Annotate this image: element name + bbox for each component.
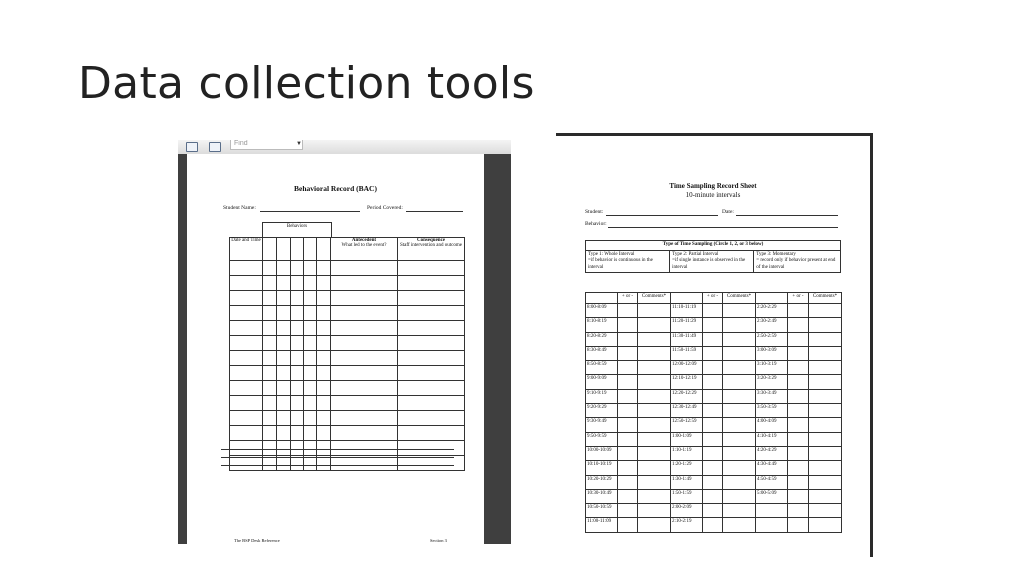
plus-minus-cell[interactable] [618,375,638,389]
notes-line [221,457,454,458]
plus-minus-cell[interactable] [703,318,723,332]
plus-minus-cell[interactable] [788,318,809,332]
interval-time: 3:00-3:09 [756,346,788,360]
interval-time: 8:50-8:59 [586,361,618,375]
interval-time: 4:30-4:49 [756,461,788,475]
table-row [586,432,842,446]
interval-time: 2:00-2:09 [671,504,703,518]
student-line [606,215,718,216]
time-sampling-document-image [556,133,873,557]
comment-cell[interactable] [638,332,671,346]
table-row [230,336,465,351]
plus-minus-cell[interactable] [788,404,809,418]
comment-cell[interactable] [638,418,671,432]
interval-time: 10:00-10:09 [586,446,618,460]
type2-cell[interactable]: Type 2: Partial Interval =if single instance is observed in the interval [670,250,754,273]
comment-cell[interactable] [809,375,842,389]
comment-cell[interactable] [809,475,842,489]
table-row [230,261,465,276]
plus-minus-cell[interactable] [618,361,638,375]
table-row [230,396,465,411]
plus-minus-cell[interactable] [703,389,723,403]
ts-subtitle: 10-minute intervals [685,191,741,199]
comment-cell[interactable] [809,418,842,432]
chevron-down-icon[interactable]: ▼ [296,141,302,147]
bac-footer-right: Section 3 [430,538,447,543]
table-row [586,318,842,332]
plus-minus-cell[interactable] [788,432,809,446]
notes-line [221,465,454,466]
table-row [586,461,842,475]
comment-cell[interactable] [638,346,671,360]
interval-time: 12:30-12:49 [671,404,703,418]
table-row [230,276,465,291]
comment-cell[interactable] [809,489,842,503]
interval-header-row [586,293,842,304]
interval-time: 2:30-2:49 [756,318,788,332]
interval-time: 2:10-2:19 [671,518,703,532]
interval-time: 4:10-4:19 [756,432,788,446]
table-row [230,381,465,396]
document-frame-right [870,133,873,557]
interval-time: 2:50-2:59 [756,332,788,346]
type3-cell[interactable]: Type 3: Momentary = record only if behavior present at end of the interval [754,250,841,273]
table-row [230,351,465,366]
date-line [736,215,838,216]
plus-minus-header: + or - [618,293,638,304]
comment-cell[interactable] [809,304,842,318]
interval-time: 11:00-11:09 [586,518,618,532]
plus-minus-cell[interactable] [703,504,723,518]
table-row [586,446,842,460]
plus-minus-cell[interactable] [703,475,723,489]
date-time-header: Date and Time [230,238,263,261]
interval-time: 9:20-9:29 [586,404,618,418]
plus-minus-cell[interactable] [618,432,638,446]
table-row [586,475,842,489]
table-row [586,518,842,532]
table-row [586,489,842,503]
viewer-toolbar [178,140,511,155]
table-row [586,504,842,518]
bac-title: Behavioral Record (BAC) [294,184,377,193]
comment-cell[interactable] [638,518,671,532]
comment-cell[interactable] [723,446,756,460]
interval-time: 10:30-10:49 [586,489,618,503]
table-row [230,426,465,441]
table-row [230,366,465,381]
interval-time: 12:50-12:59 [671,418,703,432]
interval-time: 10:10-10:19 [586,461,618,475]
student-name-label: Student Name: [223,205,256,211]
table-row [230,291,465,306]
interval-time: 2:20-2:29 [756,304,788,318]
student-name-line [260,211,360,212]
document-frame-top [556,133,873,136]
interval-time: 8:00-8:09 [586,304,618,318]
time-column-header [756,293,788,304]
table-row [586,332,842,346]
plus-minus-cell[interactable] [788,504,809,518]
plus-minus-cell[interactable] [703,404,723,418]
comment-cell[interactable] [809,518,842,532]
behavior-label: Behavior: [585,221,607,227]
comments-header: Comments* [638,293,671,304]
plus-minus-cell[interactable] [788,461,809,475]
plus-minus-cell[interactable] [788,418,809,432]
antecedent-header: Antecedent What led to the event? [331,238,398,261]
time-column-header [671,293,703,304]
period-covered-line [406,211,463,212]
plus-minus-cell[interactable] [788,389,809,403]
plus-minus-cell[interactable] [788,375,809,389]
plus-minus-cell[interactable] [703,446,723,460]
page-view-icon[interactable] [209,142,221,152]
sampling-type-table [585,240,841,273]
plus-minus-cell[interactable] [788,475,809,489]
find-input[interactable]: Find [230,140,303,150]
consequence-header: Consequence Staff intervention and outcome [398,238,465,261]
interval-time: 1:00-1:09 [671,432,703,446]
bac-page [187,154,484,544]
interval-time: 11:10-11:19 [671,304,703,318]
interval-time: 11:30-11:49 [671,332,703,346]
plus-minus-cell[interactable] [618,489,638,503]
comment-cell[interactable] [723,475,756,489]
interval-time: 1:20-1:29 [671,461,703,475]
interval-time: 12:00-12:09 [671,361,703,375]
plus-minus-header: + or - [703,293,723,304]
type1-cell[interactable]: Type 1: Whole Interval =if behavior is continuous in the interval [586,250,670,273]
table-row [586,304,842,318]
plus-minus-cell[interactable] [618,404,638,418]
plus-minus-cell[interactable] [788,332,809,346]
plus-minus-cell[interactable] [788,489,809,503]
plus-minus-cell[interactable] [618,461,638,475]
fit-width-icon[interactable] [186,142,198,152]
table-row [230,321,465,336]
comment-cell[interactable] [809,346,842,360]
comment-cell[interactable] [723,346,756,360]
comment-cell[interactable] [809,389,842,403]
comment-cell[interactable] [723,518,756,532]
comment-cell[interactable] [638,432,671,446]
plus-minus-cell[interactable] [703,361,723,375]
viewer-left-margin [178,154,187,544]
comment-cell[interactable] [723,375,756,389]
behavior-line [608,227,838,228]
table-row [586,346,842,360]
plus-minus-cell[interactable] [703,346,723,360]
time-column-header [586,293,618,304]
plus-minus-cell[interactable] [788,304,809,318]
interval-time: 3:50-3:59 [756,404,788,418]
plus-minus-cell[interactable] [703,375,723,389]
interval-time: 4:20-4:29 [756,446,788,460]
comment-cell[interactable] [723,504,756,518]
comments-header: Comments* [723,293,756,304]
comment-cell[interactable] [638,461,671,475]
plus-minus-cell[interactable] [703,461,723,475]
comment-cell[interactable] [809,446,842,460]
slide-title: Data collection tools [78,58,535,109]
interval-time: 11:20-11:29 [671,318,703,332]
plus-minus-cell[interactable] [618,346,638,360]
interval-time: 12:10-12:19 [671,375,703,389]
interval-time: 1:30-1:49 [671,475,703,489]
interval-time: 3:20-3:29 [756,375,788,389]
interval-time: 4:50-4:59 [756,475,788,489]
table-row [586,375,842,389]
interval-time: 1:50-1:59 [671,489,703,503]
plus-minus-cell[interactable] [788,518,809,532]
plus-minus-cell[interactable] [618,418,638,432]
comment-cell[interactable] [723,318,756,332]
table-row [586,361,842,375]
plus-minus-cell[interactable] [788,446,809,460]
interval-time: 10:50-10:59 [586,504,618,518]
comment-cell[interactable] [638,375,671,389]
interval-time: 9:50-9:59 [586,432,618,446]
viewer-scroll-area[interactable] [484,154,511,544]
interval-time: 10:20-10:29 [586,475,618,489]
comment-cell[interactable] [809,504,842,518]
comment-cell[interactable] [638,361,671,375]
interval-time: 8:30-8:49 [586,346,618,360]
period-covered-label: Period Covered: [367,205,403,211]
comment-cell[interactable] [723,489,756,503]
plus-minus-cell[interactable] [703,418,723,432]
student-label: Student: [585,209,604,215]
plus-minus-cell[interactable] [703,332,723,346]
interval-time: 11:50-11:59 [671,346,703,360]
comment-cell[interactable] [723,361,756,375]
plus-minus-cell[interactable] [788,346,809,360]
plus-minus-cell[interactable] [788,361,809,375]
plus-minus-header: + or - [788,293,809,304]
interval-time: 8:10-8:19 [586,318,618,332]
plus-minus-cell[interactable] [703,304,723,318]
table-row [586,418,842,432]
comment-cell[interactable] [638,475,671,489]
table-row [586,404,842,418]
comment-cell[interactable] [723,304,756,318]
interval-time [756,504,788,518]
interval-time: 5:00-5:09 [756,489,788,503]
plus-minus-cell[interactable] [703,432,723,446]
comment-cell[interactable] [723,404,756,418]
comment-cell[interactable] [638,489,671,503]
interval-time: 4:00-4:09 [756,418,788,432]
plus-minus-cell[interactable] [618,332,638,346]
behaviors-header: Behaviors [262,222,332,237]
plus-minus-cell[interactable] [618,389,638,403]
interval-time [756,518,788,532]
comment-cell[interactable] [723,432,756,446]
bac-table [229,237,465,471]
interval-time: 3:30-3:49 [756,389,788,403]
plus-minus-cell[interactable] [618,475,638,489]
table-row [230,306,465,321]
interval-table [585,292,842,533]
plus-minus-cell[interactable] [703,518,723,532]
comment-cell[interactable] [723,389,756,403]
comment-cell[interactable] [809,432,842,446]
plus-minus-cell[interactable] [618,446,638,460]
interval-time: 1:10-1:19 [671,446,703,460]
plus-minus-cell[interactable] [618,504,638,518]
comment-cell[interactable] [809,361,842,375]
plus-minus-cell[interactable] [618,304,638,318]
sampling-type-header: Type of Time Sampling (Circle 1, 2, or 3 below) [586,241,841,251]
comment-cell[interactable] [723,332,756,346]
comment-cell[interactable] [809,404,842,418]
notes-line [221,449,454,450]
comment-cell[interactable] [638,389,671,403]
comment-cell[interactable] [723,418,756,432]
comment-cell[interactable] [723,461,756,475]
ts-title: Time Sampling Record Sheet [669,182,757,190]
bac-document-image [178,140,511,544]
plus-minus-cell[interactable] [703,489,723,503]
bac-footer-left: The BSP Desk Reference [234,538,280,543]
interval-time: 8:20-8:29 [586,332,618,346]
interval-time: 9:30-9:49 [586,418,618,432]
comment-cell[interactable] [638,404,671,418]
comments-header: Comments* [809,293,842,304]
plus-minus-cell[interactable] [618,318,638,332]
interval-time: 3:10-3:19 [756,361,788,375]
table-row [230,441,465,456]
interval-time: 9:10-9:19 [586,389,618,403]
comment-cell[interactable] [638,446,671,460]
comment-cell[interactable] [809,461,842,475]
table-row [586,389,842,403]
comment-cell[interactable] [809,332,842,346]
comment-cell[interactable] [638,318,671,332]
plus-minus-cell[interactable] [618,518,638,532]
comment-cell[interactable] [638,504,671,518]
table-row [230,411,465,426]
comment-cell[interactable] [638,304,671,318]
date-label: Date: [722,209,734,215]
comment-cell[interactable] [809,318,842,332]
interval-time: 9:00-9:09 [586,375,618,389]
interval-time: 12:20-12:29 [671,389,703,403]
